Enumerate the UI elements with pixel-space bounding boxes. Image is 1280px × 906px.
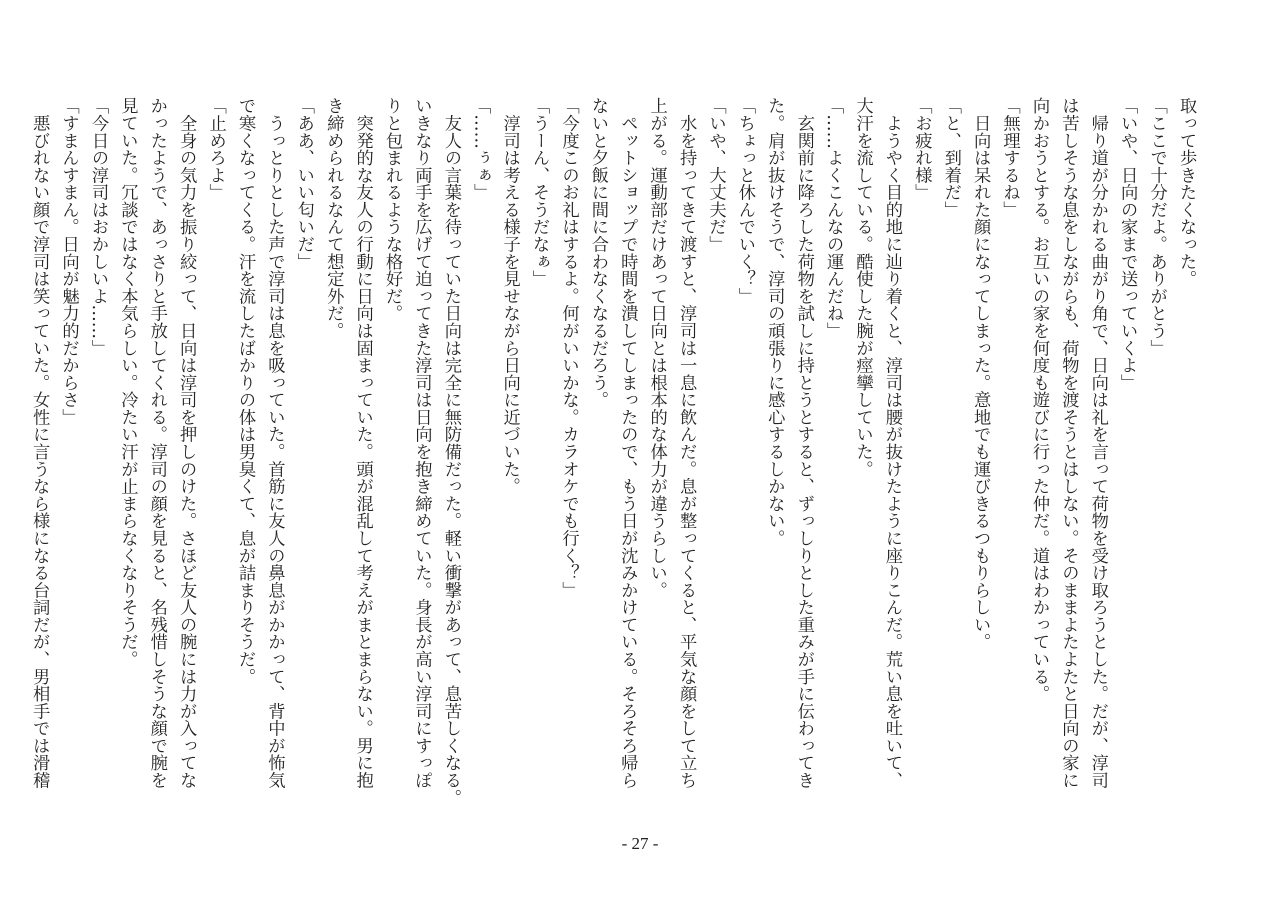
text-line: 「……ぅぁ」 <box>470 97 491 201</box>
text-line: 玄関前に降ろした荷物を試しに持とうとすると、ずっしりとした重みが手に伝わってき <box>793 97 814 789</box>
text-line: 向かおうとする。お互いの家を何度も遊びに行った仲だ。道はわかっている。 <box>1028 97 1049 703</box>
text-line: 「ああ、いい匂いだ」 <box>293 97 314 270</box>
text-line: き締められるなんて想定外だ。 <box>323 97 344 340</box>
text-line: は苦しそうな息をしながらも、荷物を渡そうとはしない。そのままよたよたと日向の家に <box>1058 97 1079 789</box>
text-line: 日向は呆れた顔になってしまった。意地でも運びきるつもりらしい。 <box>970 97 991 651</box>
text-line: ペットショップで時間を潰してしまったので、もう日が沈みかけている。そろそろ帰ら <box>617 97 638 789</box>
text-line: ないと夕飯に間に合わなくなるだろう。 <box>587 97 608 409</box>
text-line: で寒くなってくる。汗を流したばかりの体は男臭くて、息が詰まりそうだ。 <box>235 97 255 685</box>
text-line: 友人の言葉を待っていた日向は完全に無防備だった。軽い衝撃があって、息苦しくなる。 <box>440 97 461 806</box>
text-line: 帰り道が分かれる曲がり角で、日向は礼を言って荷物を受け取ろうとした。だが、淳司 <box>1087 97 1108 789</box>
text-line: 悪びれない顔で淳司は笑っていた。女性に言うなら様になる台詞だが、男相手では滑稽 <box>29 97 50 789</box>
body-text <box>24 97 1200 812</box>
text-line: 「ここで十分だよ。ありがとう」 <box>1146 97 1167 357</box>
text-line: 突発的な友人の行動に日向は固まっていた。頭が混乱して考えがまとまらない。男に抱 <box>352 97 373 789</box>
text-line: た。肩が抜けそうで、淳司の頑張りに感心するしかない。 <box>764 97 785 547</box>
text-line: 「うーん、そうだなぁ」 <box>529 97 550 288</box>
text-line: 「ちょっと休んでいく？」 <box>734 97 755 305</box>
text-line: 見ていた。冗談ではなく本気らしい。冷たい汗が止まらなくなりそうだ。 <box>117 97 138 668</box>
text-line: 水を持ってきて渡すと、淳司は一息に飲んだ。息が整ってくると、平気な顔をして立ち <box>676 97 697 789</box>
text-line: 「今度このお礼はするよ。何がいいかな。カラオケでも行く？」 <box>558 97 579 599</box>
text-line: 全身の気力を振り絞って、日向は淳司を押しのけた。さほど友人の腕には力が入ってな <box>176 97 197 789</box>
text-line: 「すまんすまん。日向が魅力的だからさ」 <box>58 97 79 426</box>
text-line: 取って歩きたくなった。 <box>1176 97 1196 288</box>
text-line: 「止めろよ」 <box>205 97 226 201</box>
text-line: ようやく目的地に辿り着くと、淳司は腰が抜けたように座りこんだ。荒い息を吐いて、 <box>881 97 902 789</box>
text-line: 淳司は考える様子を見せながら日向に近づいた。 <box>499 97 520 495</box>
text-line: 「……よくこんなの運んだね」 <box>823 97 844 340</box>
text-line: いきなり両手を広げて迫ってきた淳司は日向を抱き締めていた。身長が高い淳司にすっぽ <box>411 97 432 789</box>
text-line: 大汗を流している。酷使した腕が痙攣していた。 <box>852 97 873 478</box>
text-line: 「いや、大丈夫だ」 <box>705 97 726 253</box>
text-line: 「と、到着だ」 <box>940 97 961 219</box>
text-line: 「今日の淳司はおかしいよ……」 <box>87 97 108 357</box>
text-line: うっとりとした声で淳司は息を吸っていた。首筋に友人の鼻息がかかって、背中が怖気 <box>264 97 285 789</box>
text-line: 上がる。運動部だけあって日向とは根本的な体力が違うらしい。 <box>646 97 667 599</box>
text-line: かったようで、あっさりと手放してくれる。淳司の顔を見ると、名残惜しそうな顔で腕を <box>146 97 167 789</box>
page-number: - 27 - <box>621 834 659 853</box>
text-line: 「無理するね」 <box>999 97 1020 219</box>
text-line: 「お疲れ様」 <box>911 97 932 201</box>
text-line: りと包まれるような格好だ。 <box>382 97 403 322</box>
text-line: 「いや、日向の家まで送っていくよ」 <box>1117 97 1138 391</box>
